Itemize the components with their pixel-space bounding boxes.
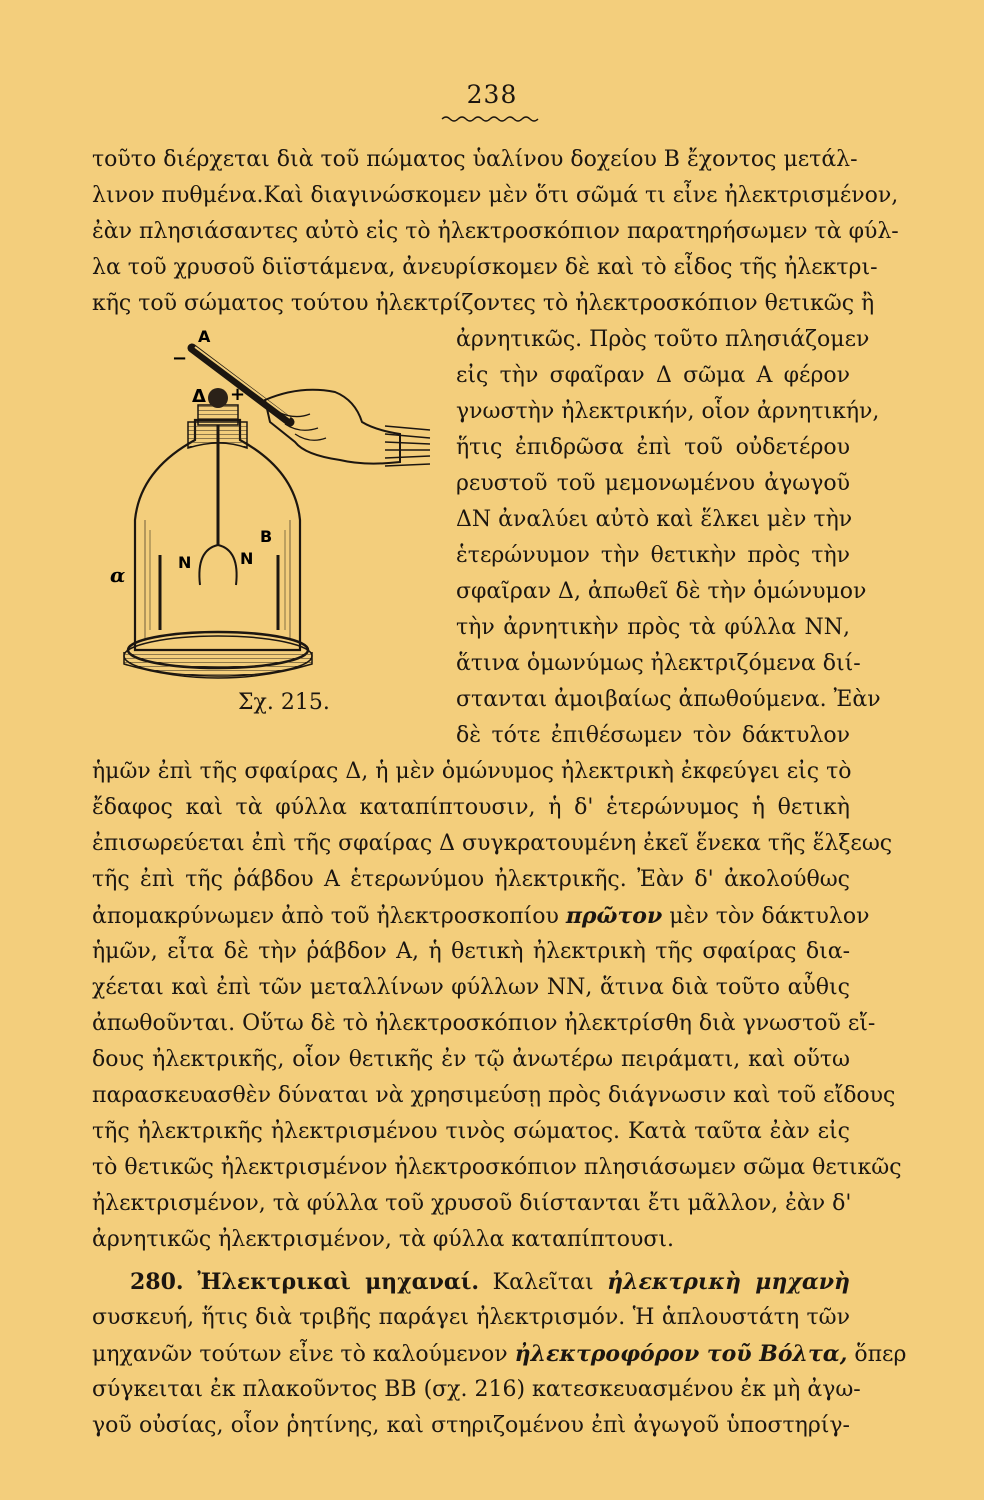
- text-line: ἅτινα ὁμωνύμως ἠλεκτριζόμενα διί-: [456, 651, 861, 676]
- text-run: ἀπομακρύνωμεν ἀπὸ τοῦ ἠλεκτροσκοπίου: [92, 904, 566, 929]
- text-line: ἀπωθοῦνται. Οὕτω δὲ τὸ ἠλεκτροσκόπιον ἠλεκτρίσθη διὰ γνωστοῦ εἴ-: [92, 1011, 876, 1036]
- text-line: σφαῖραν Δ, ἀπωθεῖ δὲ τὴν ὁμώνυμον: [456, 579, 867, 604]
- text-line: χέεται καὶ ἐπὶ τῶν μεταλλίνων φύλλων ΝΝ, ἅτινα διὰ τοῦτο αὖθις: [92, 975, 850, 1000]
- text-line: εἰς τὴν σφαῖραν Δ σῶμα Α φέρον: [456, 363, 850, 388]
- label-sphere: Δ: [192, 386, 206, 407]
- text-run: ὅπερ: [847, 1342, 907, 1367]
- text-line: ἀρνητικῶς. Πρὸς τοῦτο πλησιάζομεν: [456, 327, 870, 352]
- label-jar: B: [260, 527, 273, 546]
- label-leaf-left: N: [178, 553, 192, 572]
- text-line: τὴν ἀρνητικὴν πρὸς τὰ φύλλα ΝΝ,: [456, 615, 850, 640]
- text-line: ἔδαφος καὶ τὰ φύλλα καταπίπτουσιν, ἡ δ' ἑτερώνυμος ἡ θετικὴ: [92, 795, 850, 820]
- ornament-rule: [440, 114, 544, 124]
- text-line: λα τοῦ χρυσοῦ διϊστάμενα, ἀνευρίσκομεν δὲ καὶ τὸ εἶδος τῆς ἠλεκτρι-: [92, 255, 878, 280]
- text-line: τοῦτο διέρχεται διὰ τοῦ πώματος ὑαλίνου δοχείου Β ἔχοντος μετάλ-: [92, 147, 858, 172]
- label-strip: α: [110, 563, 126, 587]
- text-line: ἥτις ἐπιδρῶσα ἐπὶ τοῦ οὐδετέρου: [456, 435, 850, 460]
- text-line: δὲ τότε ἐπιθέσωμεν τὸν δάκτυλον: [456, 723, 850, 748]
- text-run: Καλεῖται: [479, 1270, 608, 1295]
- text-line: τῆς ἠλεκτρικῆς ἠλεκτρισμένου τινὸς σώματος. Κατὰ ταῦτα ἐὰν εἰς: [92, 1119, 850, 1144]
- text-line: παρασκευασθὲν δύναται νὰ χρησιμεύσῃ πρὸς διάγνωσιν καὶ τοῦ εἴδους: [92, 1083, 896, 1108]
- label-rod: A: [198, 327, 211, 346]
- section-number: 280.: [130, 1269, 184, 1295]
- text-line-proton: [92, 902, 870, 931]
- text-line-volta: [92, 1340, 907, 1369]
- emphasis-proton: πρῶτον: [565, 903, 663, 929]
- text-run: μὲν τὸν δάκτυλον: [662, 904, 870, 929]
- text-line: σύγκειται ἐκ πλακοῦντος ΒΒ (σχ. 216) κατεσκευασμένου ἐκ μὴ ἀγω-: [92, 1377, 861, 1402]
- text-line: ἀρνητικῶς ἠλεκτρισμένον, τὰ φύλλα καταπίπτουσι.: [92, 1227, 674, 1252]
- section-heading: Ἠλεκτρικαὶ μηχαναί.: [197, 1269, 480, 1295]
- text-line: τῆς ἐπὶ τῆς ῥάβδου Α ἑτερωνύμου ἠλεκτρικῆς. Ἐὰν δ' ἀκολούθως: [92, 867, 850, 892]
- emphasis-volta: ἠλεκτροφόρον τοῦ Βόλτα,: [514, 1341, 848, 1367]
- text-line: συσκευή, ἥτις διὰ τριβῆς παράγει ἠλεκτρισμόν. Ἡ ἁπλουστάτη τῶν: [92, 1305, 850, 1330]
- emphasis-machine: ἠλεκτρικὴ μηχανὴ: [607, 1269, 851, 1295]
- figure-caption: Σχ. 215.: [238, 690, 330, 715]
- text-line: ἡμῶν, εἶτα δὲ τὴν ῥάβδον Α, ἡ θετικὴ ἠλεκτρικὴ τῆς σφαίρας δια-: [92, 939, 850, 964]
- text-line: δους ἠλεκτρικῆς, οἷον θετικῆς ἐν τῷ ἀνωτέρω πειράματι, καὶ οὕτω: [92, 1047, 850, 1072]
- electroscope-figure: [100, 327, 430, 690]
- text-line: λινον πυθμένα.Καὶ διαγινώσκομεν μὲν ὅτι σῶμά τι εἶνε ἠλεκτρισμένον,: [92, 183, 899, 208]
- text-line: στανται ἀμοιβαίως ἀπωθούμενα. Ἐὰν: [456, 687, 881, 712]
- page-number: 238: [466, 80, 518, 109]
- text-line: ΔΝ ἀναλύει αὐτὸ καὶ ἕλκει μὲν τὴν: [456, 507, 853, 532]
- section-heading-line: [130, 1268, 850, 1297]
- text-line: ἡμῶν ἐπὶ τῆς σφαίρας Δ, ἡ μὲν ὁμώνυμος ἠλεκτρικὴ ἐκφεύγει εἰς τὸ: [92, 759, 852, 784]
- text-line: ἐπισωρεύεται ἐπὶ τῆς σφαίρας Δ συγκρατουμένη ἐκεῖ ἕνεκα τῆς ἕλξεως: [92, 831, 893, 856]
- text-run: μηχανῶν τούτων εἶνε τὸ καλούμενον: [92, 1342, 515, 1367]
- text-line: γνωστὴν ἠλεκτρικήν, οἷον ἀρνητικήν,: [456, 399, 880, 424]
- label-leaf-right: N: [240, 549, 254, 568]
- text-line: ἠλεκτρισμένον, τὰ φύλλα τοῦ χρυσοῦ διίστανται ἔτι μᾶλλον, ἐὰν δ': [92, 1191, 852, 1216]
- label-plus: +: [230, 384, 246, 405]
- text-line: ἐὰν πλησιάσαντες αὐτὸ εἰς τὸ ἠλεκτροσκόπιον παρατηρήσωμεν τὰ φύλ-: [92, 219, 899, 244]
- text-line: γοῦ οὐσίας, οἷον ῥητίνης, καὶ στηριζομένου ἐπὶ ἀγωγοῦ ὑποστηρίγ-: [92, 1413, 850, 1438]
- text-line: κῆς τοῦ σώματος τούτου ἠλεκτρίζοντες τὸ ἠλεκτροσκόπιον θετικῶς ἢ: [92, 291, 875, 316]
- text-line: τὸ θετικῶς ἠλεκτρισμένον ἠλεκτροσκόπιον πλησιάσωμεν σῶμα θετικῶς: [92, 1155, 902, 1180]
- label-minus: −: [172, 348, 188, 369]
- text-line: ἑτερώνυμον τὴν θετικὴν πρὸς τὴν: [456, 543, 850, 568]
- text-line: ρευστοῦ τοῦ μεμονωμένου ἀγωγοῦ: [456, 471, 850, 496]
